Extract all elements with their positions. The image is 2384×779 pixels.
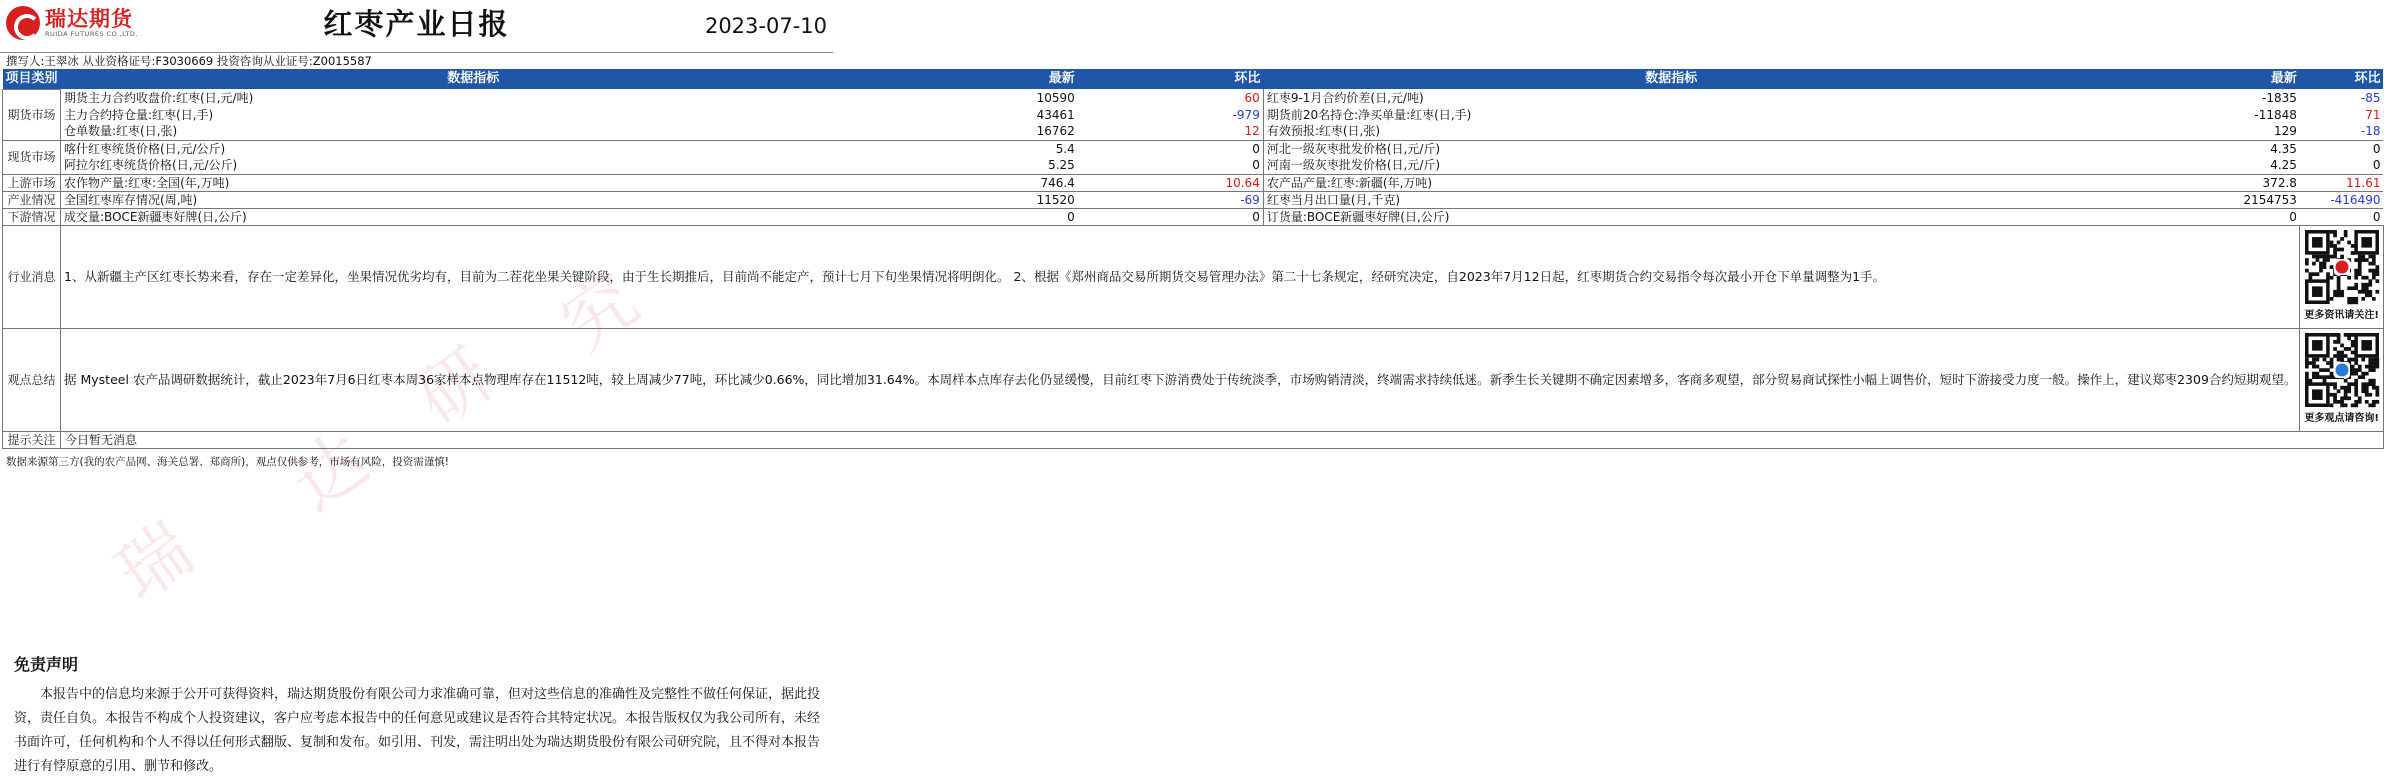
change-value: 0 bbox=[1078, 140, 1264, 157]
indicator-name: 期货前20名持仓:净买单量:红枣(日,手) bbox=[1263, 106, 2079, 123]
indicator-name: 河北一级灰枣批发价格(日,元/斤) bbox=[1263, 140, 2079, 157]
indicator-name: 红枣9-1月合约价差(日,元/吨) bbox=[1263, 89, 2079, 106]
change-value: 71 bbox=[2365, 107, 2381, 122]
viewpoint-text: 据 Mysteel 农产品调研数据统计，截止2023年7月6日红枣本周36家样本点物理库存在11512吨，较上周减少77吨，环比减少0.66%，同比增加31.64%。本周样本点库存去化仍显缓慢，目前红枣下游消费处于传统淡季，市场购销清淡，终端需求持续低迷。新季生长关键期不确定因素增多，客商多观望，部分贸易商试探性小幅上调售价，短时下游接受力度一般。操作上，建议郑枣2309合约短期观望。 bbox=[61, 328, 2300, 431]
change-value: -416490 bbox=[2300, 191, 2384, 208]
logo-name: 瑞达期货 bbox=[45, 7, 133, 31]
viewpoint-row bbox=[3, 328, 2384, 431]
table-header-row bbox=[3, 69, 2384, 89]
indicator-name: 阿拉尔红枣统货价格(日,元/公斤) bbox=[61, 157, 886, 174]
watermark-char: 达 bbox=[275, 416, 384, 527]
category-cell: 下游情况 bbox=[3, 208, 61, 225]
change-value: -979 bbox=[1232, 107, 1260, 122]
latest-value: 129 bbox=[2274, 124, 2297, 139]
disclaimer-body: 本报告中的信息均来源于公开可获得资料，瑞达期货股份有限公司力求准确可靠，但对这些信息的准确性及完整性不做任何保证，据此投资，责任自负。本报告不构成个人投资建议，客户应考虑本报告中的任何意见或建议是否符合其特定状况。本报告版权仅为我公司所有，未经书面许可，任何机构和个人不得以任何形式翻版、复制和发布。如引用、刊发，需注明出处为瑞达期货股份有限公司研究院，且不得对本报告进行有悖原意的引用、删节和修改。 bbox=[14, 687, 821, 774]
indicator-name: 有效预报:红枣(日,张) bbox=[1263, 123, 2079, 140]
table-row bbox=[3, 89, 2384, 106]
table-row bbox=[3, 191, 2384, 208]
table-row bbox=[3, 123, 2384, 140]
indicator-name: 仓单数量:红枣(日,张) bbox=[61, 123, 886, 140]
change-value: -18 bbox=[2360, 124, 2381, 139]
latest-value: 2154753 bbox=[2079, 191, 2300, 208]
table-row bbox=[3, 157, 2384, 174]
header-latest-2: 最新 bbox=[2079, 69, 2300, 89]
change-value: 0 bbox=[1252, 158, 1260, 173]
disclaimer-section bbox=[14, 652, 822, 779]
indicator-name: 成交量:BOCE新疆枣好牌(日,公斤) bbox=[61, 208, 886, 225]
table-row bbox=[3, 106, 2384, 123]
indicator-name: 订货量:BOCE新疆枣好牌(日,公斤) bbox=[1263, 208, 2079, 225]
latest-value: 16762 bbox=[1036, 124, 1075, 139]
category-cell: 上游市场 bbox=[3, 174, 61, 191]
table-row bbox=[3, 140, 2384, 157]
change-value: 10.64 bbox=[1078, 174, 1264, 191]
header-change-2: 环比 bbox=[2300, 69, 2384, 89]
indicator-name: 主力合约持仓量:红枣(日,手) bbox=[61, 106, 886, 123]
latest-value: 372.8 bbox=[2079, 174, 2300, 191]
watermark-char: 究 bbox=[545, 256, 654, 367]
latest-value: 5.4 bbox=[886, 140, 1078, 157]
latest-value: 0 bbox=[2079, 208, 2300, 225]
change-value: -85 bbox=[2360, 90, 2381, 105]
source-note: 数据来源第三方(我的农产品网、海关总署、郑商所)，观点仅供参考，市场有风险，投资需谨慎! bbox=[6, 455, 449, 468]
change-value: -69 bbox=[1078, 191, 1264, 208]
watermark-char: 研 bbox=[400, 331, 509, 442]
author-line: 撰写人:王翠冰 从业资格证号:F3030669 投资咨询从业证号:Z0015587 bbox=[0, 52, 833, 69]
latest-value: 11520 bbox=[886, 191, 1078, 208]
table-row bbox=[3, 208, 2384, 225]
report-date: 2023-07-10 bbox=[704, 14, 827, 38]
viewpoint-qr-cell bbox=[2300, 328, 2384, 431]
indicator-name: 农作物产量:红枣:全国(年,万吨) bbox=[61, 174, 886, 191]
industry-news-row bbox=[3, 225, 2384, 328]
qr-code-icon bbox=[2305, 333, 2379, 407]
change-value: 11.61 bbox=[2300, 174, 2384, 191]
qr-code-icon bbox=[2305, 230, 2379, 304]
qr-caption: 更多观点请咨询! bbox=[2304, 412, 2379, 424]
change-value: 0 bbox=[2300, 208, 2384, 225]
disclaimer-title: 免责声明 bbox=[14, 655, 79, 674]
change-value: 0 bbox=[2372, 158, 2381, 173]
indicator-name: 喀什红枣统货价格(日,元/公斤) bbox=[61, 140, 886, 157]
latest-value: 4.35 bbox=[2079, 140, 2300, 157]
watermark-char: 瑞 bbox=[100, 506, 209, 617]
category-cell: 产业情况 bbox=[3, 191, 61, 208]
qr-caption: 更多资讯请关注! bbox=[2304, 309, 2379, 321]
viewpoint-label: 观点总结 bbox=[3, 328, 61, 431]
change-value: 60 bbox=[1244, 90, 1260, 105]
report-title: 红枣产业日报 bbox=[323, 7, 510, 41]
indicator-name: 期货主力合约收盘价:红枣(日,元/吨) bbox=[61, 89, 886, 106]
latest-value: 746.4 bbox=[886, 174, 1078, 191]
latest-value: -1835 bbox=[2262, 90, 2297, 105]
logo-english-name: RUIDA FUTURES CO.,LTD. bbox=[45, 30, 138, 38]
latest-value: 43461 bbox=[1036, 107, 1075, 122]
tips-text: 今日暂无消息 bbox=[61, 431, 2384, 448]
indicator-name: 全国红枣库存情况(周,吨) bbox=[61, 191, 886, 208]
category-cell: 期货市场 bbox=[3, 89, 61, 140]
latest-value: 5.25 bbox=[1048, 158, 1075, 173]
industry-news-text: 1、从新疆主产区红枣长势来看，存在一定差异化，坐果情况优劣均有，目前为二茬花坐果关键阶段，由于生长期推后，目前尚不能定产，预计七月下旬坐果情况将明朗化。 2、根据《郑州商品交易所期货交易管理办法》第二十七条规定，经研究决定，自2023年7月12日起，红枣期货合约交易指令每次最小开仓下单量调整为1手。 bbox=[61, 225, 2300, 328]
indicator-name: 农产品产量:红枣:新疆(年,万吨) bbox=[1263, 174, 2079, 191]
tips-label: 提示关注 bbox=[3, 431, 61, 448]
header-category: 项目类别 bbox=[3, 69, 61, 89]
latest-value: 4.25 bbox=[2270, 158, 2297, 173]
industry-qr-cell bbox=[2300, 225, 2384, 328]
change-value: 12 bbox=[1244, 124, 1260, 139]
header-latest: 最新 bbox=[886, 69, 1078, 89]
header-indicator-2: 数据指标 bbox=[1263, 69, 2079, 89]
category-cell: 现货市场 bbox=[3, 140, 61, 174]
data-table bbox=[2, 69, 2384, 449]
header-change: 环比 bbox=[1078, 69, 1264, 89]
latest-value: 10590 bbox=[1036, 90, 1075, 105]
tips-row bbox=[3, 431, 2384, 448]
indicator-name: 红枣当月出口量(月,千克) bbox=[1263, 191, 2079, 208]
table-row bbox=[3, 174, 2384, 191]
change-value: 0 bbox=[1078, 208, 1264, 225]
industry-news-label: 行业消息 bbox=[3, 225, 61, 328]
indicator-name: 河南一级灰枣批发价格(日,元/斤) bbox=[1263, 157, 2079, 174]
change-value: 0 bbox=[2300, 140, 2384, 157]
latest-value: 0 bbox=[886, 208, 1078, 225]
report-header bbox=[0, 0, 833, 52]
latest-value: -11848 bbox=[2254, 107, 2297, 122]
header-indicator: 数据指标 bbox=[61, 69, 886, 89]
